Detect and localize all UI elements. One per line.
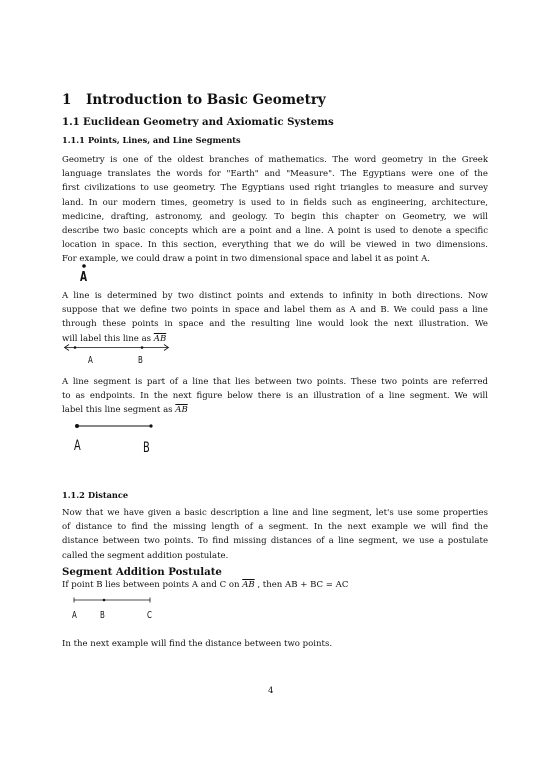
segment-addition-line <box>70 595 160 605</box>
paragraph-intro <box>62 153 488 267</box>
subsubsection-number: 1.1.2 <box>62 490 85 500</box>
subsection-heading <box>62 116 334 128</box>
subsubsection-heading-2 <box>62 490 128 500</box>
paragraph-line: distance between two points. To find missing distances of a line segment, we use a postulate <box>62 536 488 547</box>
segment-line <box>74 421 164 431</box>
paragraph-line: through these points in space and the resulting line would look the next illustration. We <box>62 319 488 330</box>
paragraph-line: to as endpoints. In the next figure below there is an illustration of a line segment. We will <box>62 391 488 402</box>
subsubsection-title: Points, Lines, and Line Segments <box>88 135 241 145</box>
line-notation: $\overline{AB}$ <box>153 333 167 344</box>
segment-label-b: B <box>143 440 150 456</box>
segment-figure <box>74 421 164 461</box>
paragraph-line: In the next example will find the distance between two points. <box>62 639 333 649</box>
line-with-arrows <box>62 343 172 353</box>
line-text: will label this line as <box>62 333 154 344</box>
paragraph-line: location in space. In this section, everything that we do will be viewed in two dimensions. <box>62 240 488 251</box>
segment-addition-figure <box>70 595 160 625</box>
section-title: Introduction to Basic Geometry <box>86 92 326 108</box>
segment-label-a: A <box>74 438 81 454</box>
paragraph-line: For example, we could draw a point in two dimensional space and label it as point A. <box>62 254 430 265</box>
paragraph-line: suppose that we define two points in space and label them as A and B. We could pass a line <box>62 305 488 316</box>
paragraph-line: first civilizations to use geometry. The Egyptians used right triangles to measure and survey <box>62 183 488 194</box>
subsection-title: Euclidean Geometry and Axiomatic Systems <box>83 116 334 128</box>
line-label-b: B <box>138 355 143 366</box>
paragraph-segment-definition <box>62 375 488 418</box>
point-figure <box>78 262 98 292</box>
segment-notation: $\overline{AB}$ <box>175 405 188 416</box>
paragraph-line: land. In our modern times, geometry is used to in fields such as engineering, architecture, <box>62 197 488 208</box>
paragraph-line: Geometry is one of the oldest branches of mathematics. The word geometry in the Greek <box>62 155 488 165</box>
point-label: A <box>80 270 88 285</box>
paragraph-line: A line segment is part of a line that lies between two points. These two points are referred <box>62 377 488 387</box>
paragraph-line-definition <box>62 289 488 346</box>
paragraph-line: called the segment addition postulate. <box>62 550 229 561</box>
paragraph-line: medicine, drafting, astronomy, and geology. To begin this chapter on Geometry, we will <box>62 211 488 222</box>
line-text: label this line segment as <box>62 405 176 416</box>
paragraph-line <box>62 403 488 417</box>
postulate-title: Segment Addition Postulate <box>62 566 222 578</box>
subsubsection-number: 1.1.1 <box>62 135 85 145</box>
addition-label-b: B <box>100 610 105 621</box>
section-heading <box>62 92 326 108</box>
postulate-prefix: If point B lies between points A and C on <box>62 580 243 590</box>
postulate-statement <box>62 580 348 590</box>
paragraph-line: A line is determined by two distinct points and extends to infinity in both directions. Now <box>62 291 488 301</box>
addition-label-a: A <box>72 610 77 621</box>
page-number: 4 <box>268 686 274 696</box>
section-number: 1 <box>62 92 72 108</box>
subsubsection-title: Distance <box>88 490 129 500</box>
paragraph-line: Now that we have given a basic description a line and line segment, let's use some properties <box>62 508 488 518</box>
subsubsection-heading-1 <box>62 135 241 145</box>
paragraph-line: of distance to find the missing length of a segment. In the next example we will find the <box>62 522 488 533</box>
postulate-notation: $\overline{AB}$ <box>242 580 255 590</box>
line-label-a: A <box>88 355 93 366</box>
paragraph-line: language translates the words for "Earth" and "Measure". The Egyptians were one of the <box>62 169 488 180</box>
subsection-number: 1.1 <box>62 116 80 128</box>
addition-label-c: C <box>147 610 152 621</box>
paragraph-line: describe two basic concepts which are a point and a line. A point is used to denote a specific <box>62 226 488 237</box>
line-figure <box>62 343 172 371</box>
postulate-suffix: , then AB + BC = AC <box>254 580 349 590</box>
paragraph-distance <box>62 506 488 563</box>
paragraph-next-example <box>62 637 488 651</box>
